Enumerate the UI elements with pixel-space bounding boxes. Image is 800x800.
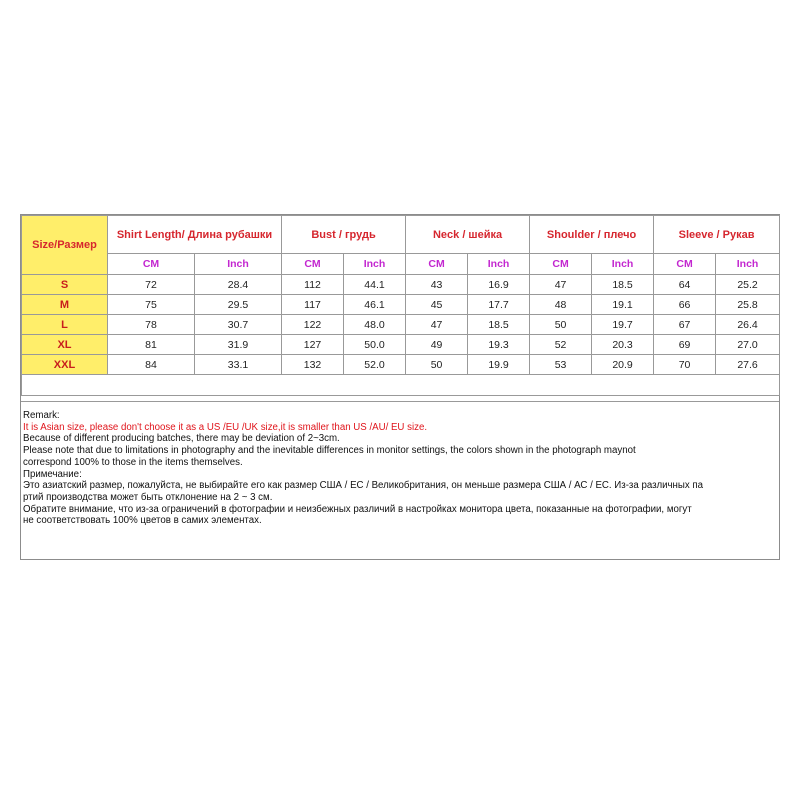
neck-header: Neck / шейка <box>406 216 530 254</box>
cm-value-cell: 67 <box>654 315 716 335</box>
inch-value-cell: 19.1 <box>592 295 654 315</box>
table-row <box>22 355 780 375</box>
cm-value-cell: 127 <box>282 335 344 355</box>
unit-cm: CM <box>108 254 195 275</box>
blank-row <box>22 375 780 396</box>
cm-value-cell: 47 <box>406 315 468 335</box>
ru-remark-label: Примечание: <box>23 468 82 480</box>
cm-value-cell: 49 <box>406 335 468 355</box>
ru-color-note-line-1: Обратите внимание, что из-за ограничений в фотографии и неизбежных различий в настройках монитора цвета, показанные на фотографии, могут <box>23 503 692 515</box>
size-chart <box>20 214 780 560</box>
cm-value-cell: 112 <box>282 275 344 295</box>
inch-value-cell: 18.5 <box>592 275 654 295</box>
unit-inch: Inch <box>195 254 282 275</box>
ru-size-note-line-1: Это азиатский размер, пожалуйста, не выбирайте его как размер США / ЕС / Великобритания, он меньше размера США / АС / ЕС. Из-за различных па <box>23 480 704 492</box>
cm-value-cell: 45 <box>406 295 468 315</box>
inch-value-cell: 26.4 <box>716 315 780 335</box>
cm-value-cell: 72 <box>108 275 195 295</box>
unit-inch: Inch <box>716 254 780 275</box>
inch-value-cell: 27.6 <box>716 355 780 375</box>
inch-value-cell: 28.4 <box>195 275 282 295</box>
cm-value-cell: 132 <box>282 355 344 375</box>
unit-inch: Inch <box>592 254 654 275</box>
cm-value-cell: 53 <box>530 355 592 375</box>
size-table-body <box>22 216 780 396</box>
header-row <box>22 216 780 254</box>
inch-value-cell: 52.0 <box>344 355 406 375</box>
ru-color-note-line-2: не соответствовать 100% цветов в самих элементах. <box>23 515 262 527</box>
deviation-note: Because of different producing batches, there may be deviation of 2~3cm. <box>23 433 340 445</box>
unit-inch: Inch <box>344 254 406 275</box>
sleeve-header: Sleeve / Рукав <box>654 216 780 254</box>
size-column-header: Size/Размер <box>22 216 108 275</box>
table-row <box>22 295 780 315</box>
shoulder-header: Shoulder / плечо <box>530 216 654 254</box>
unit-cm: CM <box>654 254 716 275</box>
inch-value-cell: 17.7 <box>468 295 530 315</box>
blank-cell <box>22 375 780 396</box>
units-row <box>22 254 780 275</box>
color-note-line-2: correspond 100% to those in the items themselves. <box>23 456 243 468</box>
shirt-length-header: Shirt Length/ Длина рубашки <box>108 216 282 254</box>
unit-inch: Inch <box>468 254 530 275</box>
cm-value-cell: 48 <box>530 295 592 315</box>
bust-header: Bust / грудь <box>282 216 406 254</box>
inch-value-cell: 33.1 <box>195 355 282 375</box>
cm-value-cell: 117 <box>282 295 344 315</box>
inch-value-cell: 27.0 <box>716 335 780 355</box>
cm-value-cell: 64 <box>654 275 716 295</box>
cm-value-cell: 47 <box>530 275 592 295</box>
remarks-block <box>23 410 777 527</box>
inch-value-cell: 25.2 <box>716 275 780 295</box>
cm-value-cell: 43 <box>406 275 468 295</box>
cm-value-cell: 52 <box>530 335 592 355</box>
size-cell: XXL <box>22 355 108 375</box>
table-row <box>22 335 780 355</box>
inch-value-cell: 16.9 <box>468 275 530 295</box>
inch-value-cell: 25.8 <box>716 295 780 315</box>
inch-value-cell: 48.0 <box>344 315 406 335</box>
cm-value-cell: 75 <box>108 295 195 315</box>
remark-label: Remark: <box>23 410 60 421</box>
unit-cm: CM <box>530 254 592 275</box>
size-cell: L <box>22 315 108 335</box>
size-cell: S <box>22 275 108 295</box>
inch-value-cell: 29.5 <box>195 295 282 315</box>
inch-value-cell: 44.1 <box>344 275 406 295</box>
inch-value-cell: 50.0 <box>344 335 406 355</box>
table-row <box>22 315 780 335</box>
cm-value-cell: 78 <box>108 315 195 335</box>
inch-value-cell: 46.1 <box>344 295 406 315</box>
remark-divider <box>21 401 779 402</box>
inch-value-cell: 19.3 <box>468 335 530 355</box>
cm-value-cell: 50 <box>406 355 468 375</box>
cm-value-cell: 70 <box>654 355 716 375</box>
unit-cm: CM <box>406 254 468 275</box>
cm-value-cell: 66 <box>654 295 716 315</box>
cm-value-cell: 81 <box>108 335 195 355</box>
inch-value-cell: 18.5 <box>468 315 530 335</box>
size-cell: XL <box>22 335 108 355</box>
ru-size-note-line-2: ртий производства может быть отклонение на 2 ~ 3 см. <box>23 491 273 503</box>
asian-size-warning: It is Asian size, please don't choose it as a US /EU /UK size,it is smaller than US /AU/ EU size. <box>23 421 428 433</box>
color-note-line-1: Please note that due to limitations in photography and the inevitable differences in monitor settings, the colors shown in the photograph maynot <box>23 445 636 457</box>
inch-value-cell: 20.9 <box>592 355 654 375</box>
cm-value-cell: 50 <box>530 315 592 335</box>
inch-value-cell: 19.7 <box>592 315 654 335</box>
size-cell: M <box>22 295 108 315</box>
size-table <box>21 215 780 396</box>
cm-value-cell: 122 <box>282 315 344 335</box>
table-row <box>22 275 780 295</box>
inch-value-cell: 30.7 <box>195 315 282 335</box>
inch-value-cell: 20.3 <box>592 335 654 355</box>
cm-value-cell: 84 <box>108 355 195 375</box>
cm-value-cell: 69 <box>654 335 716 355</box>
unit-cm: CM <box>282 254 344 275</box>
inch-value-cell: 19.9 <box>468 355 530 375</box>
inch-value-cell: 31.9 <box>195 335 282 355</box>
